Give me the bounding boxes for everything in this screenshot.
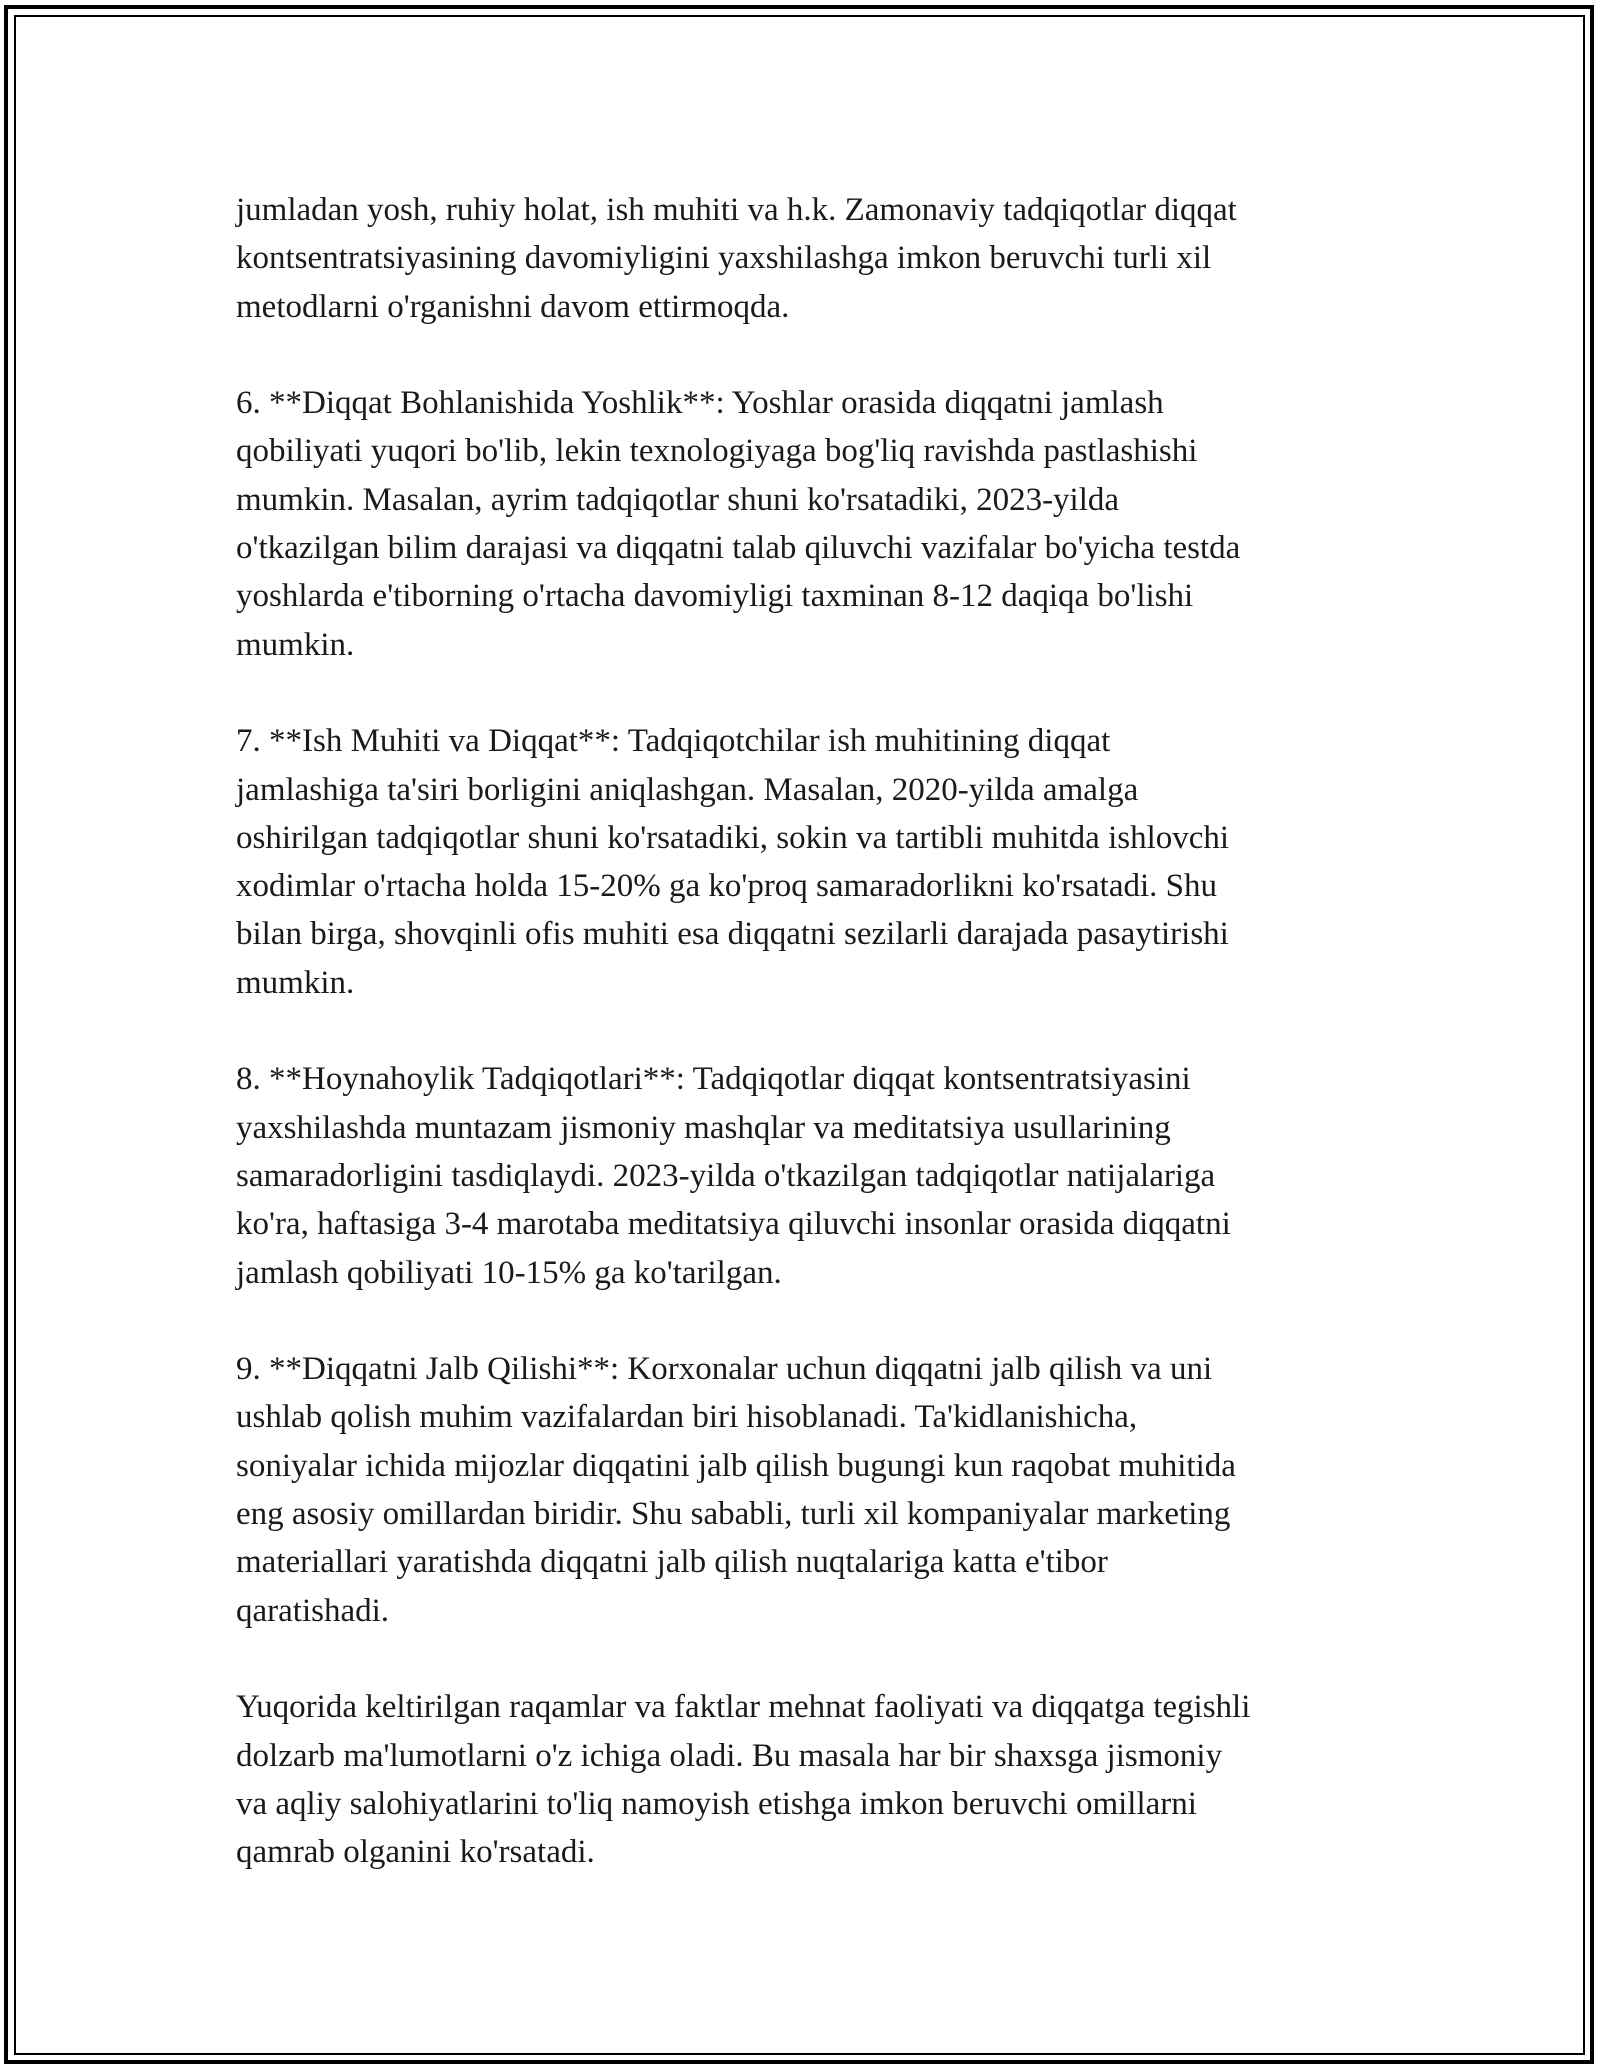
paragraph-item-8: 8. **Hoynahoylik Tadqiqotlari**: Tadqiqotlar diqqat kontsentratsiyasini yaxshilashda muntazam jismoniy mashqlar va meditatsiya usullarining samaradorligini tasdiqlaydi. 2023-yilda o'tkazilgan tadqiqotlar natijalariga ko'ra, haftasiga 3-4 marotaba meditatsiya qiluvchi insonlar orasida diqqatni jamlash qobiliyati 10-15% ga ko'tarilgan. xyxy=(236,1061,1231,1291)
document-body xyxy=(236,186,1386,1876)
paragraph-item-6: 6. **Diqqat Bohlanishida Yoshlik**: Yoshlar orasida diqqatni jamlash qobiliyati yuqori bo'lib, lekin texnologiyaga bog'liq ravishda pastlashishi mumkin. Masalan, ayrim tadqiqotlar shuni ko'rsatadiki, 2023-yilda o'tkazilgan bilim darajasi va diqqatni talab qiluvchi vazifalar bo'yicha testda yoshlarda e'tiborning o'rtacha davomiyligi taxminan 8-12 daqiqa bo'lishi mumkin. xyxy=(236,385,1241,663)
paragraph-conclusion: Yuqorida keltirilgan raqamlar va faktlar mehnat faoliyati va diqqatga tegishli dolzarb ma'lumotlarni o'z ichiga oladi. Bu masala har bir shaxsga jismoniy va aqliy salohiyatlarini to'liq namoyish etishga imkon beruvchi omillarni qamrab olganini ko'rsatadi. xyxy=(236,1689,1251,1871)
paragraph-intro-continuation: jumladan yosh, ruhiy holat, ish muhiti va h.k. Zamonaviy tadqiqotlar diqqat kontsentratsiyasining davomiyligini yaxshilashga imkon beruvchi turli xil metodlarni o'rganishni davom ettirmoqda. xyxy=(236,192,1237,325)
paragraph-item-7: 7. **Ish Muhiti va Diqqat**: Tadqiqotchilar ish muhitining diqqat jamlashiga ta'siri borligini aniqlashgan. Masalan, 2020-yilda amalga oshirilgan tadqiqotlar shuni ko'rsatadiki, sokin va tartibli muhitda ishlovchi xodimlar o'rtacha holda 15-20% ga ko'proq samaradorlikni ko'rsatadi. Shu bilan birga, shovqinli ofis muhiti esa diqqatni sezilarli darajada pasaytirishi mumkin. xyxy=(236,723,1230,1001)
paragraph-item-9: 9. **Diqqatni Jalb Qilishi**: Korxonalar uchun diqqatni jalb qilish va uni ushlab qolish muhim vazifalardan biri hisoblanadi. Ta'kidlanishicha, soniyalar ichida mijozlar diqqatini jalb qilish bugungi kun raqobat muhitida eng asosiy omillardan biridir. Shu sababli, turli xil kompaniyalar marketing materiallari yaratishda diqqatni jalb qilish nuqtalariga katta e'tibor qaratishadi. xyxy=(236,1351,1236,1629)
